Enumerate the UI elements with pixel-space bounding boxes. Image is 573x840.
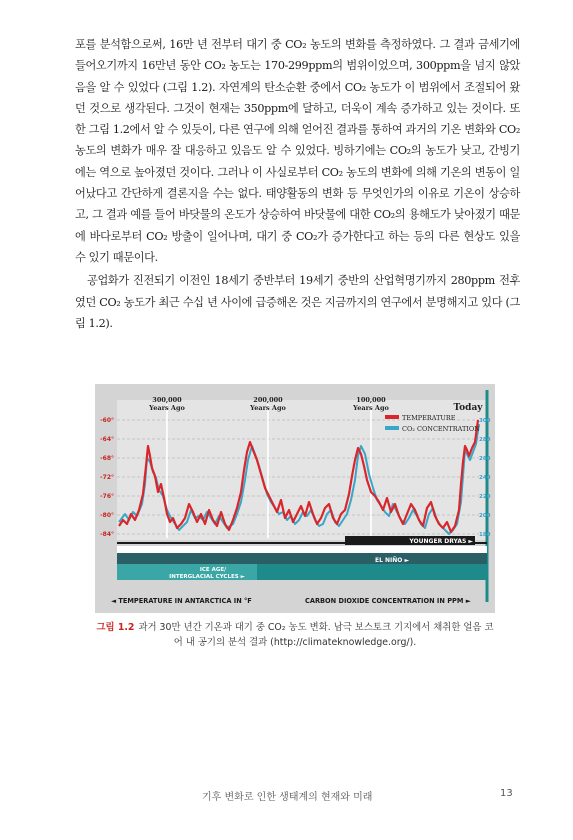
right-tick: 280 xyxy=(479,437,491,443)
temperature-axis-label: ◄ TEMPERATURE IN ANTARCTICA IN °F xyxy=(111,597,252,605)
temperature-legend-swatch xyxy=(385,415,399,419)
time-label-200k: 200,000 xyxy=(253,396,283,404)
younger-dryas-label: YOUNGER DRYAS ► xyxy=(409,538,473,545)
figure-vostok-chart xyxy=(95,384,495,613)
ice-age-label-line2: INTERGLACIAL CYCLES ► xyxy=(169,574,245,580)
legend-temperature-label: TEMPERATURE xyxy=(402,414,456,422)
time-label-300k-sub: Years Ago xyxy=(149,404,185,412)
right-tick: 300 xyxy=(479,418,491,424)
left-tick: -76° xyxy=(100,493,114,500)
left-tick: -64° xyxy=(100,436,114,443)
left-tick: -60° xyxy=(100,417,114,424)
caption-number: 그림 1.2 xyxy=(96,622,135,633)
ice-age-label-line1: ICE AGE/ xyxy=(199,567,227,573)
figure-caption xyxy=(95,620,495,650)
legend-co2-label: CO₂ CONCENTRATION xyxy=(402,425,480,433)
left-tick: -80° xyxy=(100,512,114,519)
time-label-300k: 300,000 xyxy=(152,396,182,404)
right-tick: 220 xyxy=(479,494,491,500)
paragraph-1: 포를 분석함으로써, 16만 년 전부터 대기 중 CO₂ 농도의 변화를 측정하였다. 그 결과 금세기에 들어오기까지 16만년 동안 CO₂ 농도는 170-299ppm의 범위이었으며, 300ppm을 넘지 않았음을 알 수 있었다 (그림 1.2). 자연계의 탄소순환 중에서 CO₂ 농도가 이 범위에서 조절되어 왔던 것으로 생각된다. 그것이 현재는 350ppm에 달하고, 더욱이 계속 증가하고 있는 것이다. 또한 그림 1.2에서 알 수 있듯이, 다른 연구에 의해 얻어진 결과를 통하여 과거의 기온 변화와 CO₂농도의 변화가 매우 잘 대응하고 있음도 알 수 있었다. 빙하기에는 CO₂의 농도가 낮고, 간빙기에는 역으로 높아졌던 것이다. 그러나 이 사실로부터 CO₂ 농도의 변화에 의해 기온의 변동이 일어났다고 간단하게 결론지을 수는 없다. 태양활동의 변화 등 무엇인가의 이유로 기온이 상승하고, 그 결과 예를 들어 바닷물의 온도가 상승하여 바닷물에 대한 CO₂의 용해도가 낮아졌기 때문에 바다로부터 CO₂ 방출이 일어나며, 대기 중 CO₂가 증가한다고 하는 등의 다른 현상도 있을 수 있기 때문이다. xyxy=(75,38,520,264)
caption-text: 과거 30만 년간 기온과 대기 중 CO₂ 농도 변화. 남극 보스토크 기지에서 채취한 얼음 코어 내 공기의 분석 결과 (http://climateknowledge.org/). xyxy=(138,622,494,648)
body-text xyxy=(75,34,520,334)
co2-legend-swatch xyxy=(385,426,399,430)
el-nino-bar xyxy=(117,553,487,564)
right-tick: 200 xyxy=(479,513,491,519)
co2-axis-label: CARBON DIOXIDE CONCENTRATION IN PPM ► xyxy=(305,597,471,605)
time-label-100k-sub: Years Ago xyxy=(353,404,389,412)
left-tick: -72° xyxy=(100,474,114,481)
time-label-100k: 100,000 xyxy=(356,396,386,404)
time-label-200k-sub: Years Ago xyxy=(250,404,286,412)
paragraph-2: 공업화가 진전되기 이전인 18세기 중반부터 19세기 중반의 산업혁명기까지 280ppm 전후였던 CO₂ 농도가 최근 수십 년 사이에 급증해온 것은 지금까지의 연구에서 분명해지고 있다 (그림 1.2). xyxy=(75,274,520,330)
right-tick: 180 xyxy=(479,532,491,538)
time-label-today: Today xyxy=(453,403,483,413)
left-tick: -68° xyxy=(100,455,114,462)
left-tick: -84° xyxy=(100,531,114,538)
right-tick: 240 xyxy=(479,475,491,481)
page-number: 13 xyxy=(500,788,513,799)
right-tick: 260 xyxy=(479,456,491,462)
el-nino-label: EL NIÑO ► xyxy=(375,557,410,564)
footer-title: 기후 변화로 인한 생태계의 현재와 미래 xyxy=(202,792,373,803)
